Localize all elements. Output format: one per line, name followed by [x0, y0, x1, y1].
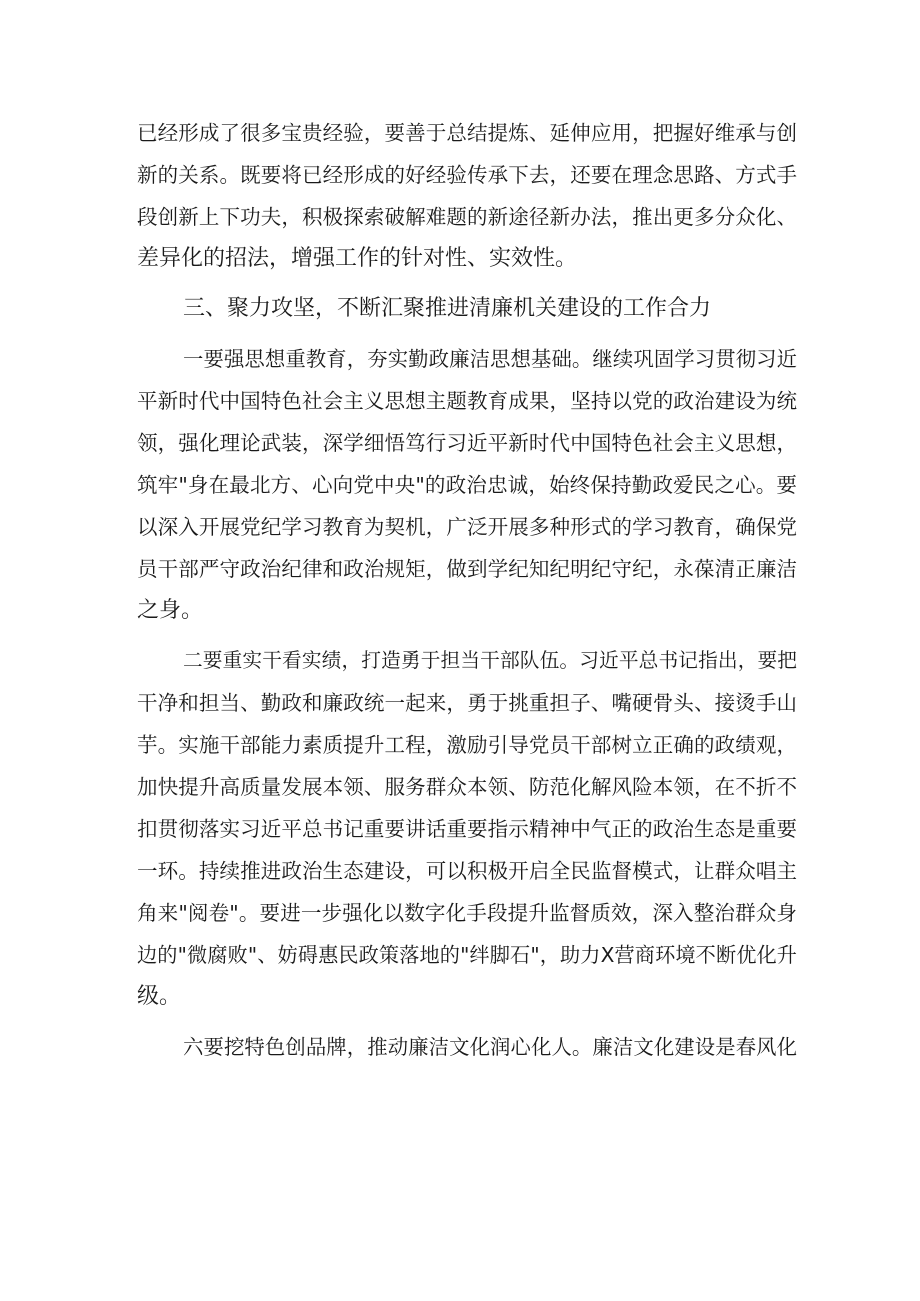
paragraph-1-line-3: 段创新上下功夫，积极探索破解难题的新途径新办法，推出更多分众化、 — [137, 205, 797, 229]
paragraph-3-line-6: 员干部严守政治纪律和政治规矩，做到学纪知纪明纪守纪，永葆清正廉洁 — [137, 557, 797, 581]
paragraph-4-line-4: 加快提升高质量发展本领、服务群众本领、防范化解风险本领，在不折不 — [137, 775, 797, 799]
paragraph-4-line-3: 芋。实施干部能力素质提升工程，激励引导党员干部树立正确的政绩观， — [137, 733, 797, 757]
paragraph-4-line-9: 级。 — [137, 984, 182, 1009]
paragraph-3-line-3: 领，强化理论武装，深学细悟笃行习近平新时代中国特色社会主义思想， — [137, 431, 797, 455]
paragraph-4-line-2: 干净和担当、勤政和廉政统一起来，勇于挑重担子、嘴硬骨头、接烫手山 — [137, 691, 797, 715]
paragraph-3-line-5: 以深入开展党纪学习教育为契机，广泛开展多种形式的学习教育，确保党 — [137, 515, 797, 539]
paragraph-5-line-1: 六要挖特色创品牌，推动廉洁文化润心化人。廉洁文化建设是春风化 — [183, 1035, 797, 1059]
paragraph-3-line-4: 筑牢"身在最北方、心向党中央"的政治忠诚，始终保持勤政爱民之心。要 — [137, 473, 797, 497]
paragraph-4-line-5: 扣贯彻落实习近平总书记重要讲话重要指示精神中气正的政治生态是重要 — [137, 817, 797, 841]
document-body — [137, 112, 797, 1068]
paragraph-3-line-1: 一要强思想重教育，夯实勤政廉洁思想基础。继续巩固学习贯彻习近 — [183, 347, 797, 371]
paragraph-3-line-2: 平新时代中国特色社会主义思想主题教育成果，坚持以党的政治建设为统 — [137, 389, 797, 413]
paragraph-1-line-1: 已经形成了很多宝贵经验，要善于总结提炼、延伸应用，把握好维承与创 — [137, 121, 797, 145]
paragraph-4-line-8: 边的"微腐败"、妨碍惠民政策落地的"绊脚石"，助力X营商环境不断优化升 — [137, 943, 797, 967]
section-heading: 三、聚力攻坚，不断汇聚推进清廉机关建设的工作合力 — [183, 296, 712, 321]
paragraph-4-line-1: 二要重实干看实绩，打造勇于担当干部队伍。习近平总书记指出，要把 — [183, 649, 797, 672]
paragraph-4-line-7: 角来"阅卷"。要进一步强化以数字化手段提升监督质效，深入整治群众身 — [137, 901, 797, 925]
paragraph-1-line-2: 新的关系。既要将已经形成的好经验传承下去，还要在理念思路、方式手 — [137, 163, 797, 187]
paragraph-1-line-4: 差异化的招法，增强工作的针对性、实效性。 — [137, 246, 578, 271]
paragraph-3-line-7: 之身。 — [137, 598, 204, 623]
paragraph-4-line-6: 一环。持续推进政治生态建设，可以积极开启全民监督模式，让群众唱主 — [137, 859, 797, 883]
